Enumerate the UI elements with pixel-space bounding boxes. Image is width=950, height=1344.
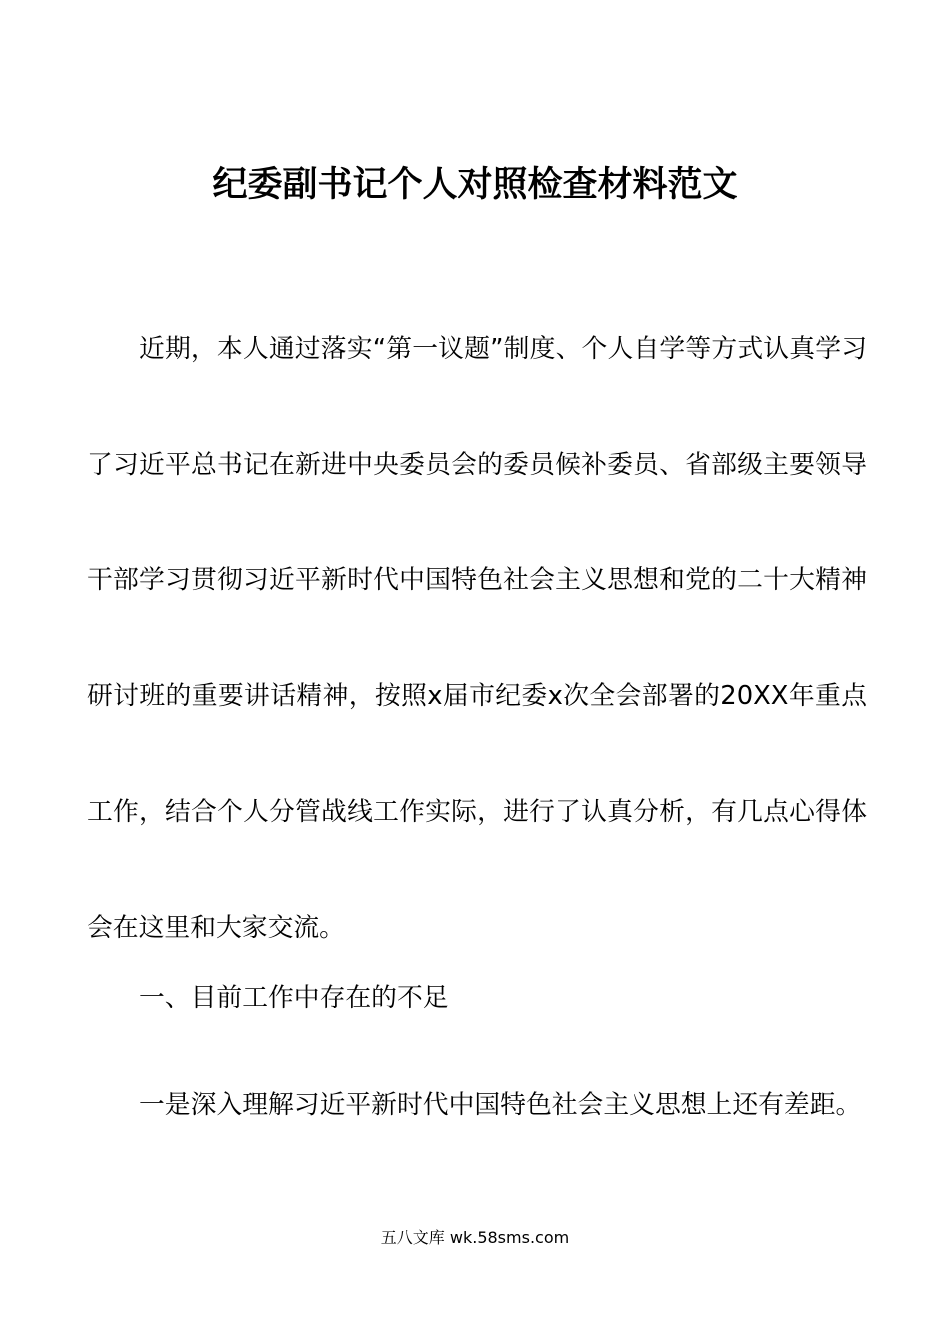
intro-paragraph: 近期，本人通过落实“第一议题”制度、个人自学等方式认真学习了习近平总书记在新进中央委员会的委员候补委员、省部级主要领导干部学习贯彻习近平新时代中国特色社会主义思想和党的二十大精神研讨班的重要讲话精神，按照x届市纪委x次全会部署的20XX年重点工作，结合个人分管战线工作实际，进行了认真分析，有几点心得体会在这里和大家交流。 <box>87 334 867 943</box>
document-title: 纪委副书记个人对照检查材料范文 <box>212 165 738 205</box>
point-one: 一是深入理解习近平新时代中国特色社会主义思想上还有差距。 <box>139 1090 862 1120</box>
footer-watermark: 五八文库 wk.58sms.com <box>380 1228 570 1247</box>
section-heading: 一、目前工作中存在的不足 <box>139 983 449 1013</box>
